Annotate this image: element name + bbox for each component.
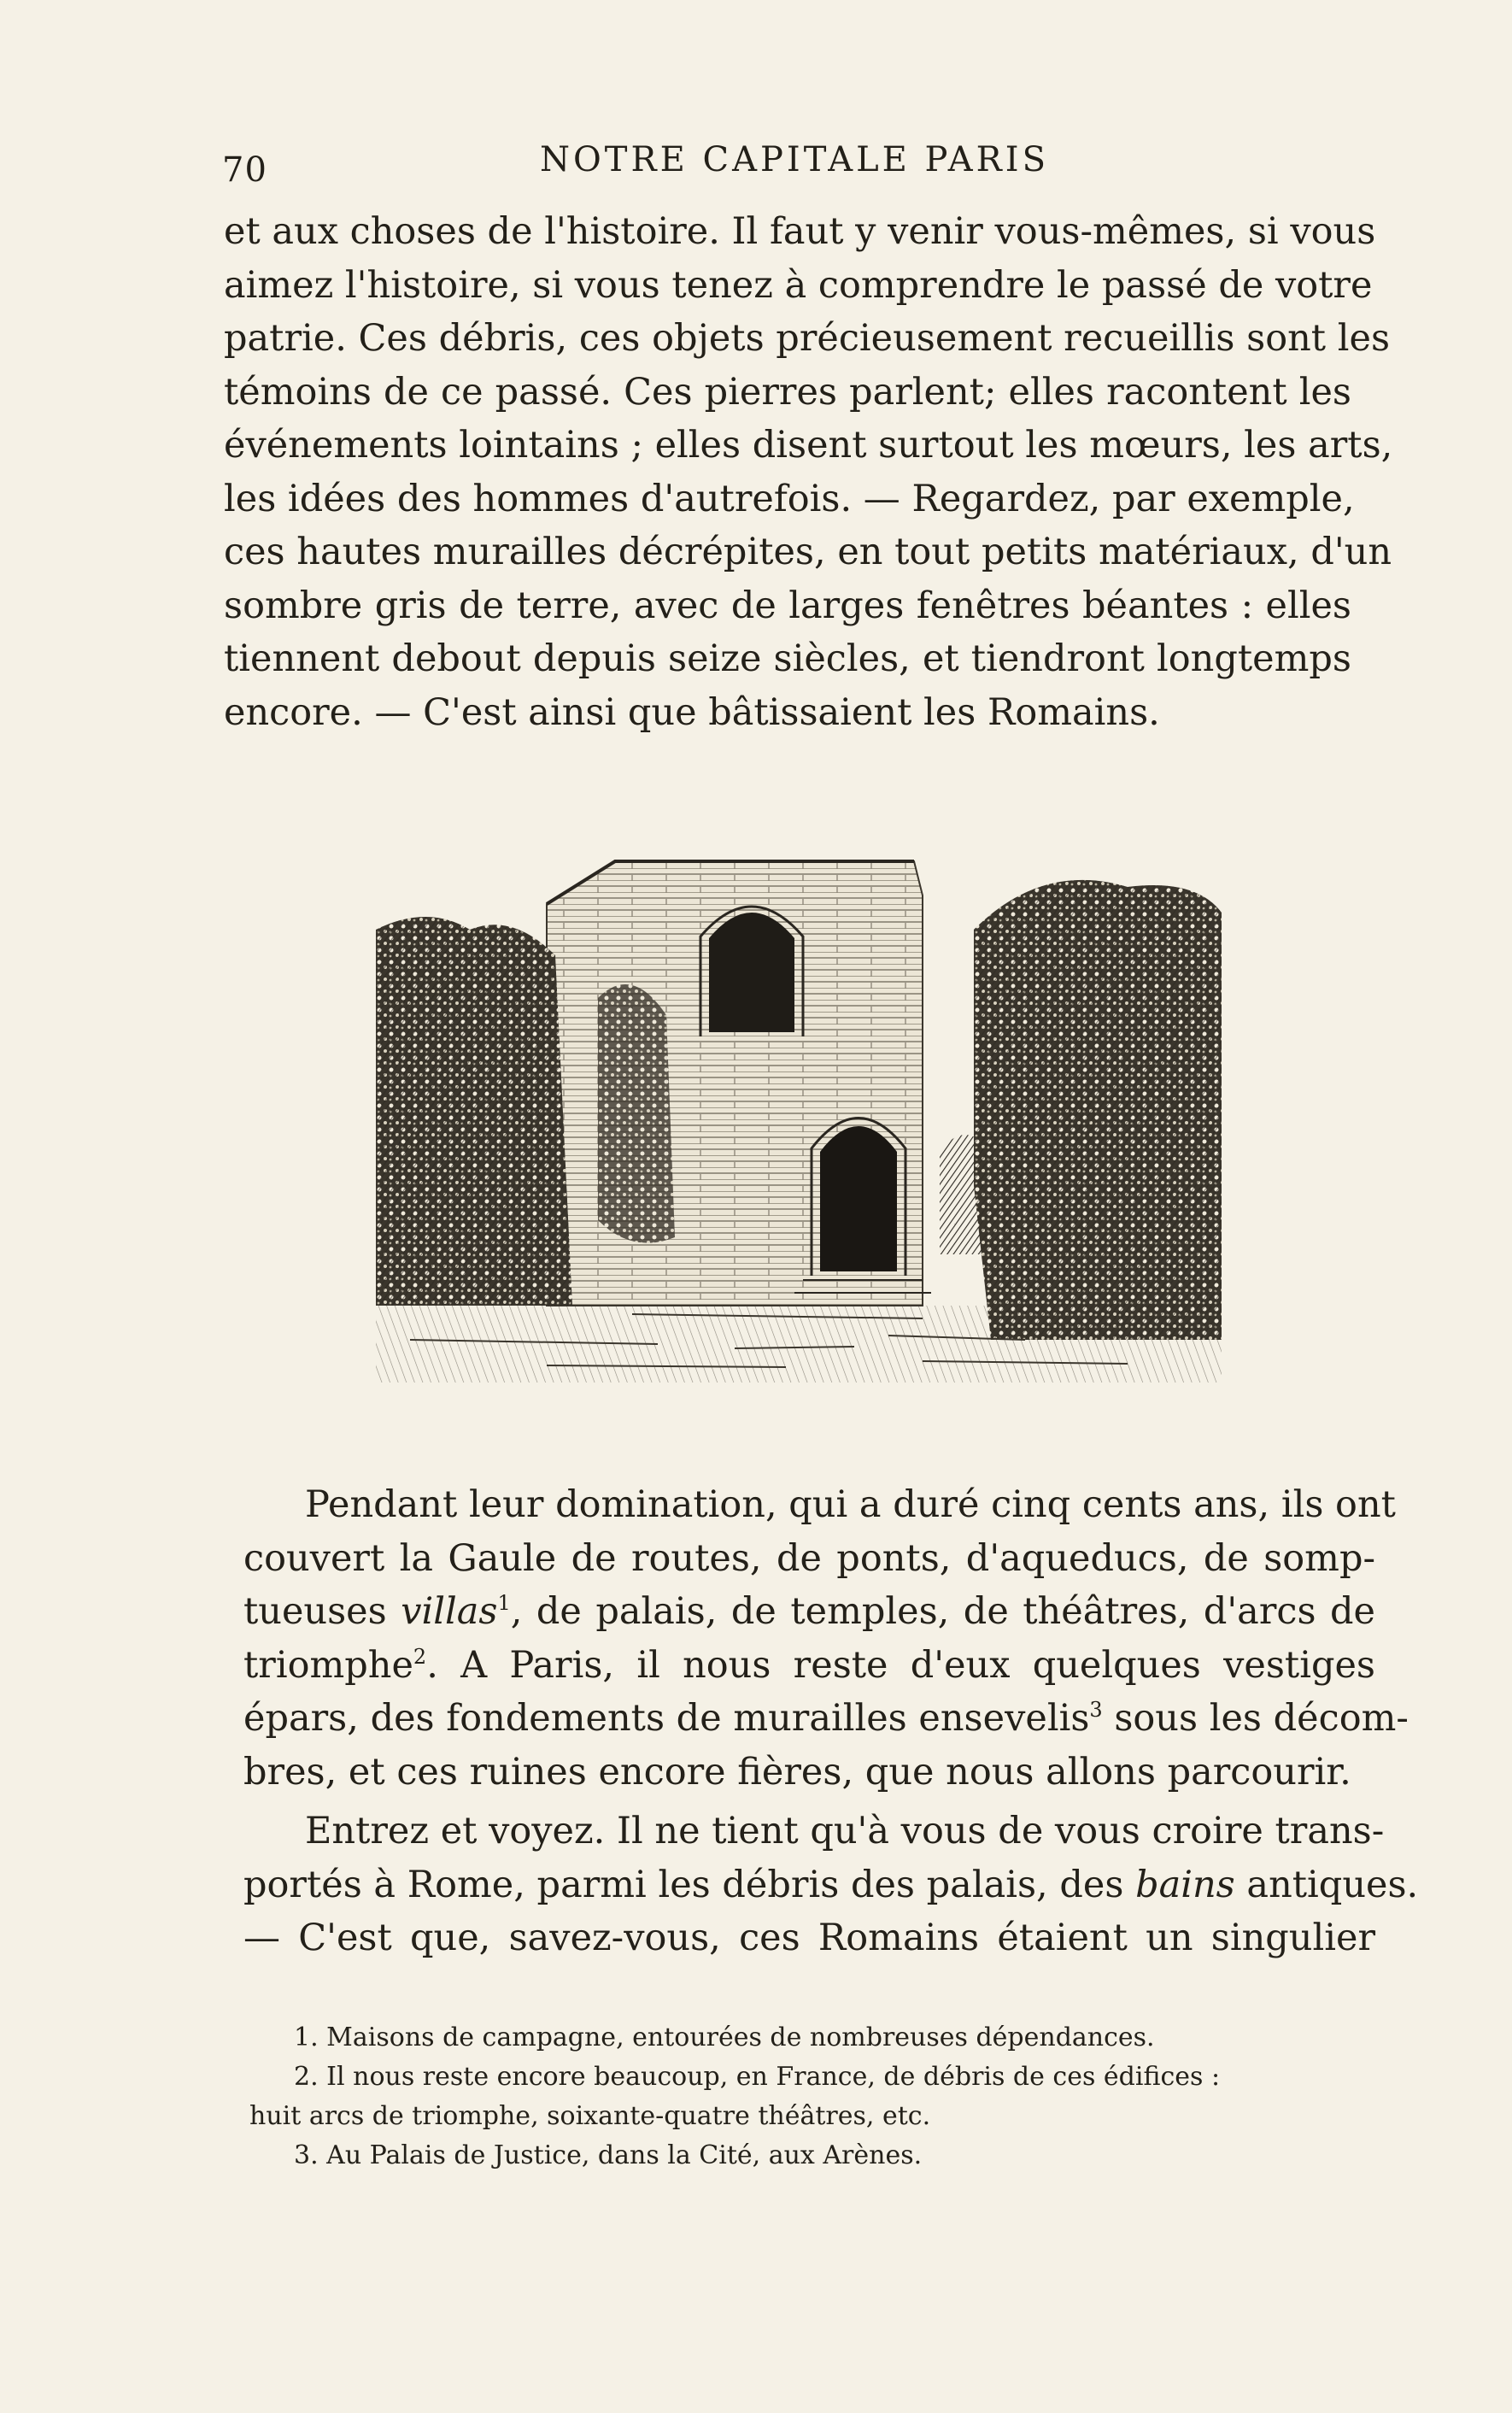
paragraph-3	[243, 1805, 1419, 1965]
text-span: . A Paris, il nous reste d'eux quelques vestiges	[426, 1643, 1375, 1687]
text-line: Pendant leur domination, qui a duré cinq cents ans, ils ont	[305, 1483, 1396, 1526]
text-line	[243, 1639, 1375, 1693]
text-line	[243, 1692, 1409, 1746]
text-span: triomphe	[243, 1643, 413, 1687]
footnote-2-continued: huit arcs de triomphe, soixante-quatre théâtres, etc.	[249, 2101, 931, 2131]
text-span: tueuses	[243, 1590, 401, 1633]
footnote-ref[interactable]: 1	[497, 1591, 511, 1615]
text-span: épars, des fondements de murailles ensevelis	[243, 1697, 1090, 1740]
text-line: couvert la Gaule de routes, de ponts, d'aqueducs, de somp-	[243, 1536, 1375, 1580]
text-line: sombre gris de terre, avec de larges fenêtres béantes : elles	[224, 584, 1351, 627]
footnote-ref[interactable]: 2	[413, 1644, 427, 1669]
text-line: bres, et ces ruines encore fières, que nous allons parcourir.	[243, 1750, 1351, 1794]
running-title: NOTRE CAPITALE PARIS	[539, 140, 1049, 179]
text-line: tiennent debout depuis seize siècles, et tiendront longtemps	[224, 637, 1351, 680]
footnote-1: 1. Maisons de campagne, entourées de nombreuses dépendances.	[294, 2023, 1155, 2052]
footnote-ref[interactable]: 3	[1089, 1698, 1103, 1722]
footnote-2: 2. Il nous reste encore beaucoup, en France, de débris de ces édifices :	[294, 2062, 1221, 2092]
page-number: 70	[222, 150, 267, 190]
italic-term: villas	[401, 1590, 498, 1633]
text-line: ces hautes murailles décrépites, en tout petits matériaux, d'un	[224, 531, 1392, 573]
text-line: les idées des hommes d'autrefois. — Regardez, par exemple,	[224, 477, 1355, 520]
roman-ruins-engraving	[376, 827, 1222, 1391]
paragraph-2	[243, 1478, 1409, 1799]
text-line: Entrez et voyez. Il ne tient qu'à vous de vous croire trans-	[305, 1810, 1385, 1852]
text-line: — C'est que, savez-vous, ces Romains étaient un singulier	[243, 1917, 1375, 1959]
text-span: , de palais, de temples, de théâtres, d'arcs de	[510, 1590, 1375, 1633]
footnotes	[249, 2018, 1381, 2175]
footnote-3: 3. Au Palais de Justice, dans la Cité, aux Arènes.	[294, 2140, 923, 2170]
paragraph-1	[224, 205, 1393, 739]
italic-term: bains	[1135, 1863, 1235, 1906]
text-line: aimez l'histoire, si vous tenez à comprendre le passé de votre	[224, 263, 1373, 307]
text-line: événements lointains ; elles disent surtout les mœurs, les arts,	[224, 424, 1393, 467]
running-head	[214, 135, 1375, 190]
engraving-illustration	[376, 827, 1222, 1391]
text-line: patrie. Ces débris, ces objets précieusement recueillis sont les	[224, 317, 1391, 360]
text-span: sous les décom-	[1102, 1697, 1409, 1740]
text-line: et aux choses de l'histoire. Il faut y venir vous-mêmes, si vous	[224, 210, 1376, 253]
text-line: témoins de ce passé. Ces pierres parlent; elles racontent les	[224, 370, 1351, 414]
text-line: encore. — C'est ainsi que bâtissaient les Romains.	[224, 690, 1160, 734]
text-line	[243, 1858, 1419, 1912]
text-line	[243, 1585, 1375, 1639]
text-span: antiques.	[1234, 1863, 1419, 1906]
text-span: portés à Rome, parmi les débris des palais, des	[243, 1863, 1136, 1906]
